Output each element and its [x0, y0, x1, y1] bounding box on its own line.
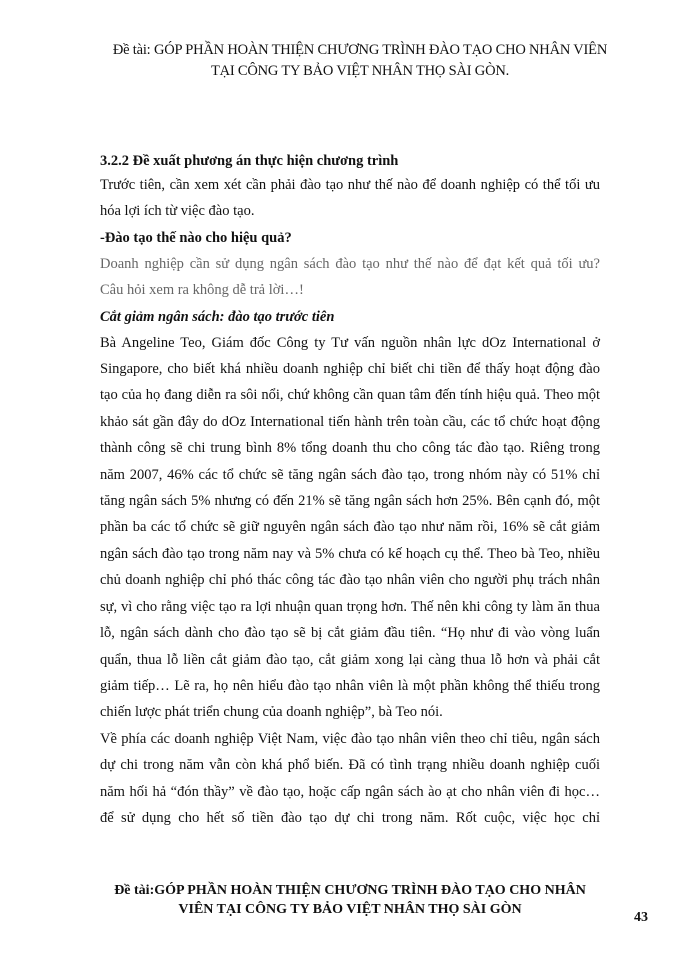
gray-line-2: Câu hỏi xem ra không dễ trả lời…!	[100, 282, 304, 299]
page-header	[80, 40, 640, 82]
header-line-2: TẠI CÔNG TY BẢO VIỆT NHÂN THỌ SÀI GÒN.	[210, 63, 510, 79]
paragraph-1: Bà Angeline Teo, Giám đốc Công ty Tư vấn nguồn nhân lực dOz International ở Singapore, cho biết khá nhiều doanh nghiệp chỉ biết chi tiền để thấy hoạt động đào tạo của họ đang diễn ra sôi nổi, chứ không cần quan tâm đến tính hiệu quả. Theo một khảo sát gần đây do dOz International tiến hành trên toàn cầu, các tổ chức hoạt động thành công sẽ chi trung bình 8% tổng doanh thu cho công tác đào tạo. Riêng trong năm 2007, 46% các tổ chức sẽ tăng ngân sách đào tạo, trong nhóm này có 51% chỉ tăng ngân sách 5% nhưng có đến 21% sẽ tăng ngân sách hơn 25%. Bên cạnh đó, một phần ba các tổ chức sẽ giữ nguyên ngân sách đào tạo như năm rồi, 16% sẽ cắt giảm ngân sách đào tạo trong năm nay và 5% chưa có kế hoạch cụ thể. Theo bà Teo, nhiều chủ doanh nghiệp chỉ phó thác công tác đào tạo nhân viên cho người phụ trách nhân sự, vì cho rằng việc tạo ra lợi nhuận quan trọng hơn. Thế nên khi công ty làm ăn thua lỗ, ngân sách dành cho đào tạo sẽ bị cắt giảm đầu tiên. “Họ như đi vào vòng luẩn quẩn, thua lỗ liền cắt giảm đào tạo, cắt giảm xong lại càng thua lỗ hơn và phải cắt giảm tiếp… Lẽ ra, họ nên hiểu đào tạo nhân viên là một phần không thể thiếu trong chiến lược phát triển chung của doanh nghiệp”, bà Teo nói.	[100, 334, 600, 721]
footer-line-1: Đề tài:GÓP PHẦN HOÀN THIỆN CHƯƠNG TRÌNH ĐÀO TẠO CHO NHÂN	[114, 883, 586, 898]
paragraph-2: Về phía các doanh nghiệp Việt Nam, việc đào tạo nhân viên theo chỉ tiêu, ngân sách dự chi trong năm vẫn còn khá phổ biến. Đã có tình trạng nhiều doanh nghiệp cuối năm hối hả “đón thầy” về đào tạo, hoặc cấp ngân sách ào ạt cho nhân viên đi học… để sử dụng cho hết số tiền đào tạo dự chi trong năm. Rốt cuộc, việc học chỉ	[100, 730, 600, 826]
body-content	[100, 150, 600, 831]
header-line-1: Đề tài: GÓP PHẦN HOÀN THIỆN CHƯƠNG TRÌNH ĐÀO TẠO CHO NHÂN VIÊN	[112, 42, 608, 58]
subheading: Cắt giảm ngân sách: đào tạo trước tiên	[100, 308, 335, 325]
intro-line-2: hóa lợi ích từ việc đào tạo.	[100, 203, 255, 220]
intro-line-1: Trước tiên, cần xem xét cần phải đào tạo như thế nào để doanh nghiệp có thể tối ưu	[100, 177, 600, 193]
page-number: 43	[634, 910, 648, 925]
footer-line-2: VIÊN TẠI CÔNG TY BẢO VIỆT NHÂN THỌ SÀI GÒN	[178, 902, 522, 917]
gray-line-1: Doanh nghiệp cần sử dụng ngân sách đào tạo như thế nào để đạt kết quả tối ưu?	[100, 255, 600, 272]
section-heading: 3.2.2 Đề xuất phương án thực hiện chương trình	[100, 153, 399, 169]
sub-question: -Đào tạo thế nào cho hiệu quả?	[100, 229, 292, 246]
page-footer	[90, 881, 610, 919]
